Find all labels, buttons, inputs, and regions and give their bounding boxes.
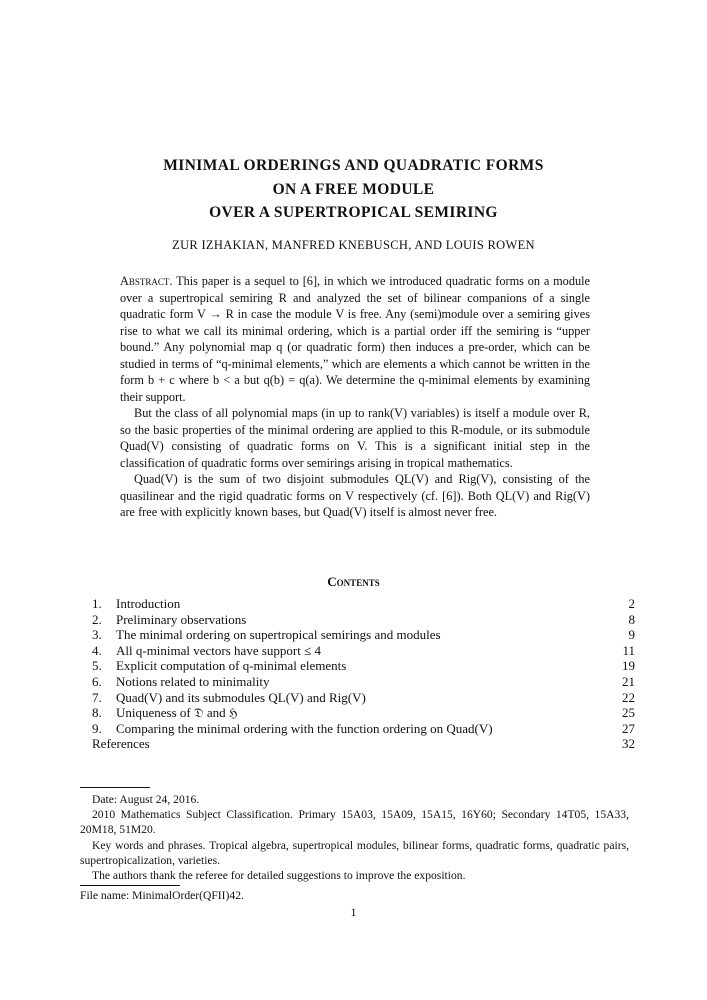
toc-entry[interactable] (80, 596, 635, 612)
file-name-rule (80, 885, 180, 886)
footnote-rule (80, 787, 150, 788)
toc-page: 19 (622, 658, 635, 674)
toc-page: 27 (622, 720, 635, 736)
toc-number: 6. (92, 673, 102, 689)
toc-title: Introduction (116, 596, 181, 611)
toc-title: Uniqueness of 𝔇 and ℌ (116, 705, 238, 721)
toc-number: 1. (92, 596, 102, 611)
toc-title: Comparing the minimal ordering with the function ordering on Quad(V) (116, 720, 493, 736)
footnote-keywords: Key words and phrases. Tropical algebra, supertropical modules, bilinear forms, quadratic forms, quadratic pairs, supertropicalization, varieties. (80, 838, 629, 867)
abstract-paragraph-2: But the class of all polynomial maps (in up to rank(V) variables) is itself a module over R, so the basic properties of the minimal ordering are applied to this R-module, or its submodule Quad(V) consisting of quadratic forms on V. This is a significant initial step in the classification of quadratic forms over semirings arising in tropical mathematics. (120, 406, 590, 470)
toc-title: Quad(V) and its submodules QL(V) and Rig(V) (116, 689, 366, 705)
toc-title: Explicit computation of q-minimal elements (116, 658, 347, 674)
file-name: File name: MinimalOrder(QFII)42. (80, 889, 244, 902)
toc-number: 5. (92, 658, 102, 674)
toc-entry[interactable] (80, 705, 635, 721)
abstract-paragraph-3: Quad(V) is the sum of two disjoint submodules QL(V) and Rig(V), consisting of the quasilinear and the rigid quadratic forms on V respectively (cf. [6]). Both QL(V) and Rig(V) are free with explicitly known bases, but Quad(V) itself is almost never free. (120, 472, 590, 519)
toc-title: References (92, 736, 150, 752)
toc-entry[interactable] (80, 690, 635, 706)
abstract-paragraph-1 (120, 273, 590, 405)
toc-entry[interactable] (80, 658, 635, 674)
toc-page: 25 (622, 705, 635, 721)
abstract (120, 273, 590, 521)
toc-entry-references[interactable] (80, 736, 635, 752)
footnote-date: Date: August 24, 2016. (92, 793, 200, 806)
footnotes (80, 792, 629, 883)
toc-entry[interactable] (80, 721, 635, 737)
toc-page: 9 (628, 627, 635, 643)
toc-number: 2. (92, 611, 102, 627)
contents-heading: Contents (327, 574, 380, 589)
toc-entry[interactable] (80, 627, 635, 643)
toc-title: Preliminary observations (116, 611, 247, 627)
toc-number: 8. (92, 705, 102, 721)
toc-page: 11 (622, 642, 635, 658)
toc-page: 8 (628, 611, 635, 627)
author-list: ZUR IZHAKIAN, MANFRED KNEBUSCH, AND LOUIS ROWEN (172, 238, 535, 252)
toc-title: The minimal ordering on supertropical semirings and modules (116, 627, 441, 643)
toc-page: 21 (622, 673, 635, 689)
toc-number: 9. (92, 720, 102, 736)
page-number: 1 (350, 905, 357, 919)
toc-number: 3. (92, 627, 102, 643)
toc-page: 22 (622, 689, 635, 705)
toc-entry[interactable] (80, 612, 635, 628)
toc-page: 2 (628, 596, 635, 611)
toc-number: 7. (92, 689, 102, 705)
table-of-contents (80, 596, 635, 752)
abstract-label: Abstract. (120, 274, 173, 288)
footnote-thanks: The authors thank the referee for detailed suggestions to improve the exposition. (92, 869, 466, 883)
toc-title: Notions related to minimality (116, 673, 270, 689)
toc-entry[interactable] (80, 643, 635, 659)
toc-entry[interactable] (80, 674, 635, 690)
toc-number: 4. (92, 642, 102, 658)
title-line-1: MINIMAL ORDERINGS AND QUADRATIC FORMS (163, 157, 544, 174)
title-line-3: OVER A SUPERTROPICAL SEMIRING (209, 204, 498, 221)
toc-page: 32 (622, 736, 635, 752)
toc-title: All q-minimal vectors have support ≤ 4 (116, 642, 321, 658)
title-line-2: ON A FREE MODULE (272, 181, 435, 198)
abstract-text-1: This paper is a sequel to [6], in which we introduced quadratic forms on a module over a supertropical semiring R and analyzed the set of bilinear companions of a single quadratic form V → R in case the module V is free. Any (semi)module over a semiring gives rise to what we call its minimal ordering, which is a partial order iff the semiring is “upper bound.” Any polynomial map q (or quadratic form) then induces a pre-order, which can be studied in terms of “q-minimal elements,” which are elements a which cannot be written in the form b + c where b < a but q(b) = q(a). We determine the q-minimal elements by examining their support. (120, 274, 590, 404)
footnote-msc: 2010 Mathematics Subject Classification. Primary 15A03, 15A09, 15A15, 16Y60; Secondary 14T05, 15A33, 20M18, 51M20. (80, 808, 629, 837)
